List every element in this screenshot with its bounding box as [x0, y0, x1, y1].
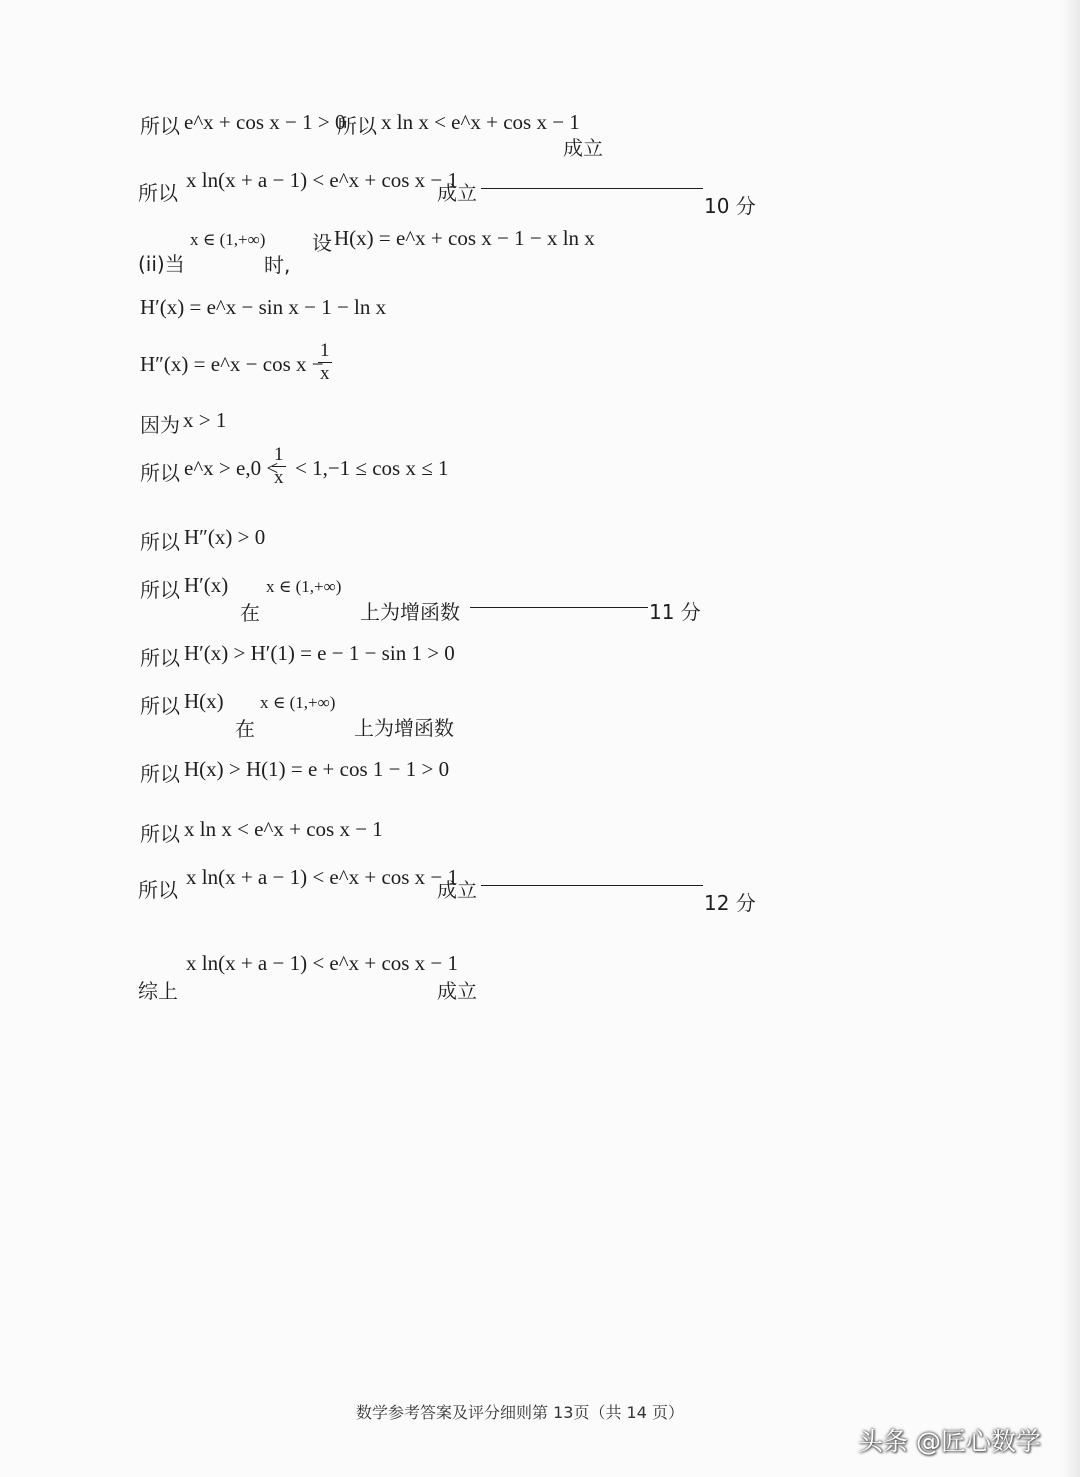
line-3-prefix: (ii)当: [138, 252, 185, 276]
line-3-definition: H(x) = e^x + cos x − 1 − x ln x: [334, 226, 595, 250]
line-9-interval: x ∈ (1,+∞): [266, 577, 342, 596]
score-11: 11 分: [649, 600, 701, 624]
line-11-interval: x ∈ (1,+∞): [260, 693, 336, 712]
line-6-math: x > 1: [183, 408, 227, 432]
line-9-function: H′(x): [184, 573, 229, 597]
score-10: 10 分: [704, 194, 756, 218]
line-10-math: H′(x) > H′(1) = e − 1 − sin 1 > 0: [184, 641, 455, 665]
line-2-suffix: 成立: [437, 181, 477, 205]
line-5-second-derivative: H″(x) = e^x − cos x −: [140, 352, 324, 376]
line-13-prefix: 所以: [140, 822, 180, 846]
line-3-when: 时,: [264, 253, 291, 277]
line-14-suffix: 成立: [437, 878, 477, 902]
score-rule-12: [481, 885, 703, 886]
line-3-let: 设: [312, 231, 332, 255]
line-13-math: x ln x < e^x + cos x − 1: [184, 817, 383, 841]
score-rule-10: [481, 188, 703, 189]
line-10-prefix: 所以: [140, 646, 180, 670]
line-1-math-1: e^x + cos x − 1 > 0: [184, 110, 346, 134]
line-7-fraction-denominator: x: [274, 467, 284, 488]
line-7-prefix: 所以: [140, 461, 180, 485]
line-1-suffix: 成立: [563, 136, 603, 160]
line-1-math-2: x ln x < e^x + cos x − 1: [381, 110, 580, 134]
line-11-prefix: 所以: [140, 694, 180, 718]
page-edge-shadow: [1062, 0, 1080, 1477]
line-4-derivative: H′(x) = e^x − sin x − 1 − ln x: [140, 295, 387, 319]
line-2-math: x ln(x + a − 1) < e^x + cos x − 1: [186, 168, 459, 192]
line-7-math-2: < 1,−1 ≤ cos x ≤ 1: [295, 456, 449, 480]
line-15-prefix: 综上: [138, 979, 178, 1003]
line-5-fraction-denominator: x: [320, 363, 330, 384]
line-2-prefix: 所以: [138, 181, 178, 205]
line-8-prefix: 所以: [140, 530, 180, 554]
line-7-fraction-numerator: 1: [274, 444, 284, 465]
line-15-math: x ln(x + a − 1) < e^x + cos x − 1: [186, 951, 459, 975]
score-rule-11: [470, 607, 648, 608]
line-15-suffix: 成立: [437, 979, 477, 1003]
page-footer: 数学参考答案及评分细则第 13页（共 14 页）: [356, 1403, 684, 1422]
line-11-increasing: 上为增函数: [354, 716, 454, 740]
line-11-function: H(x): [184, 689, 224, 713]
line-7-fraction: [272, 444, 286, 489]
line-6-prefix: 因为: [140, 413, 180, 437]
line-8-math: H″(x) > 0: [184, 525, 266, 549]
line-7-math-1: e^x > e,0 <: [184, 456, 279, 480]
line-1-prefix-1: 所以: [140, 114, 180, 138]
line-3-condition: x ∈ (1,+∞): [190, 230, 266, 249]
line-14-prefix: 所以: [138, 878, 178, 902]
score-12: 12 分: [704, 891, 756, 915]
line-11-on: 在: [235, 717, 255, 741]
line-9-increasing: 上为增函数: [360, 600, 460, 624]
line-12-prefix: 所以: [140, 762, 180, 786]
line-5-fraction: [318, 340, 332, 385]
watermark: 头条 @匠心数学: [858, 1427, 1041, 1456]
line-1-prefix-2: 所以: [337, 114, 377, 138]
line-14-math: x ln(x + a − 1) < e^x + cos x − 1: [186, 865, 459, 889]
line-9-on: 在: [240, 601, 260, 625]
line-5-fraction-numerator: 1: [320, 340, 330, 361]
line-12-math: H(x) > H(1) = e + cos 1 − 1 > 0: [184, 757, 450, 781]
line-9-prefix: 所以: [140, 578, 180, 602]
